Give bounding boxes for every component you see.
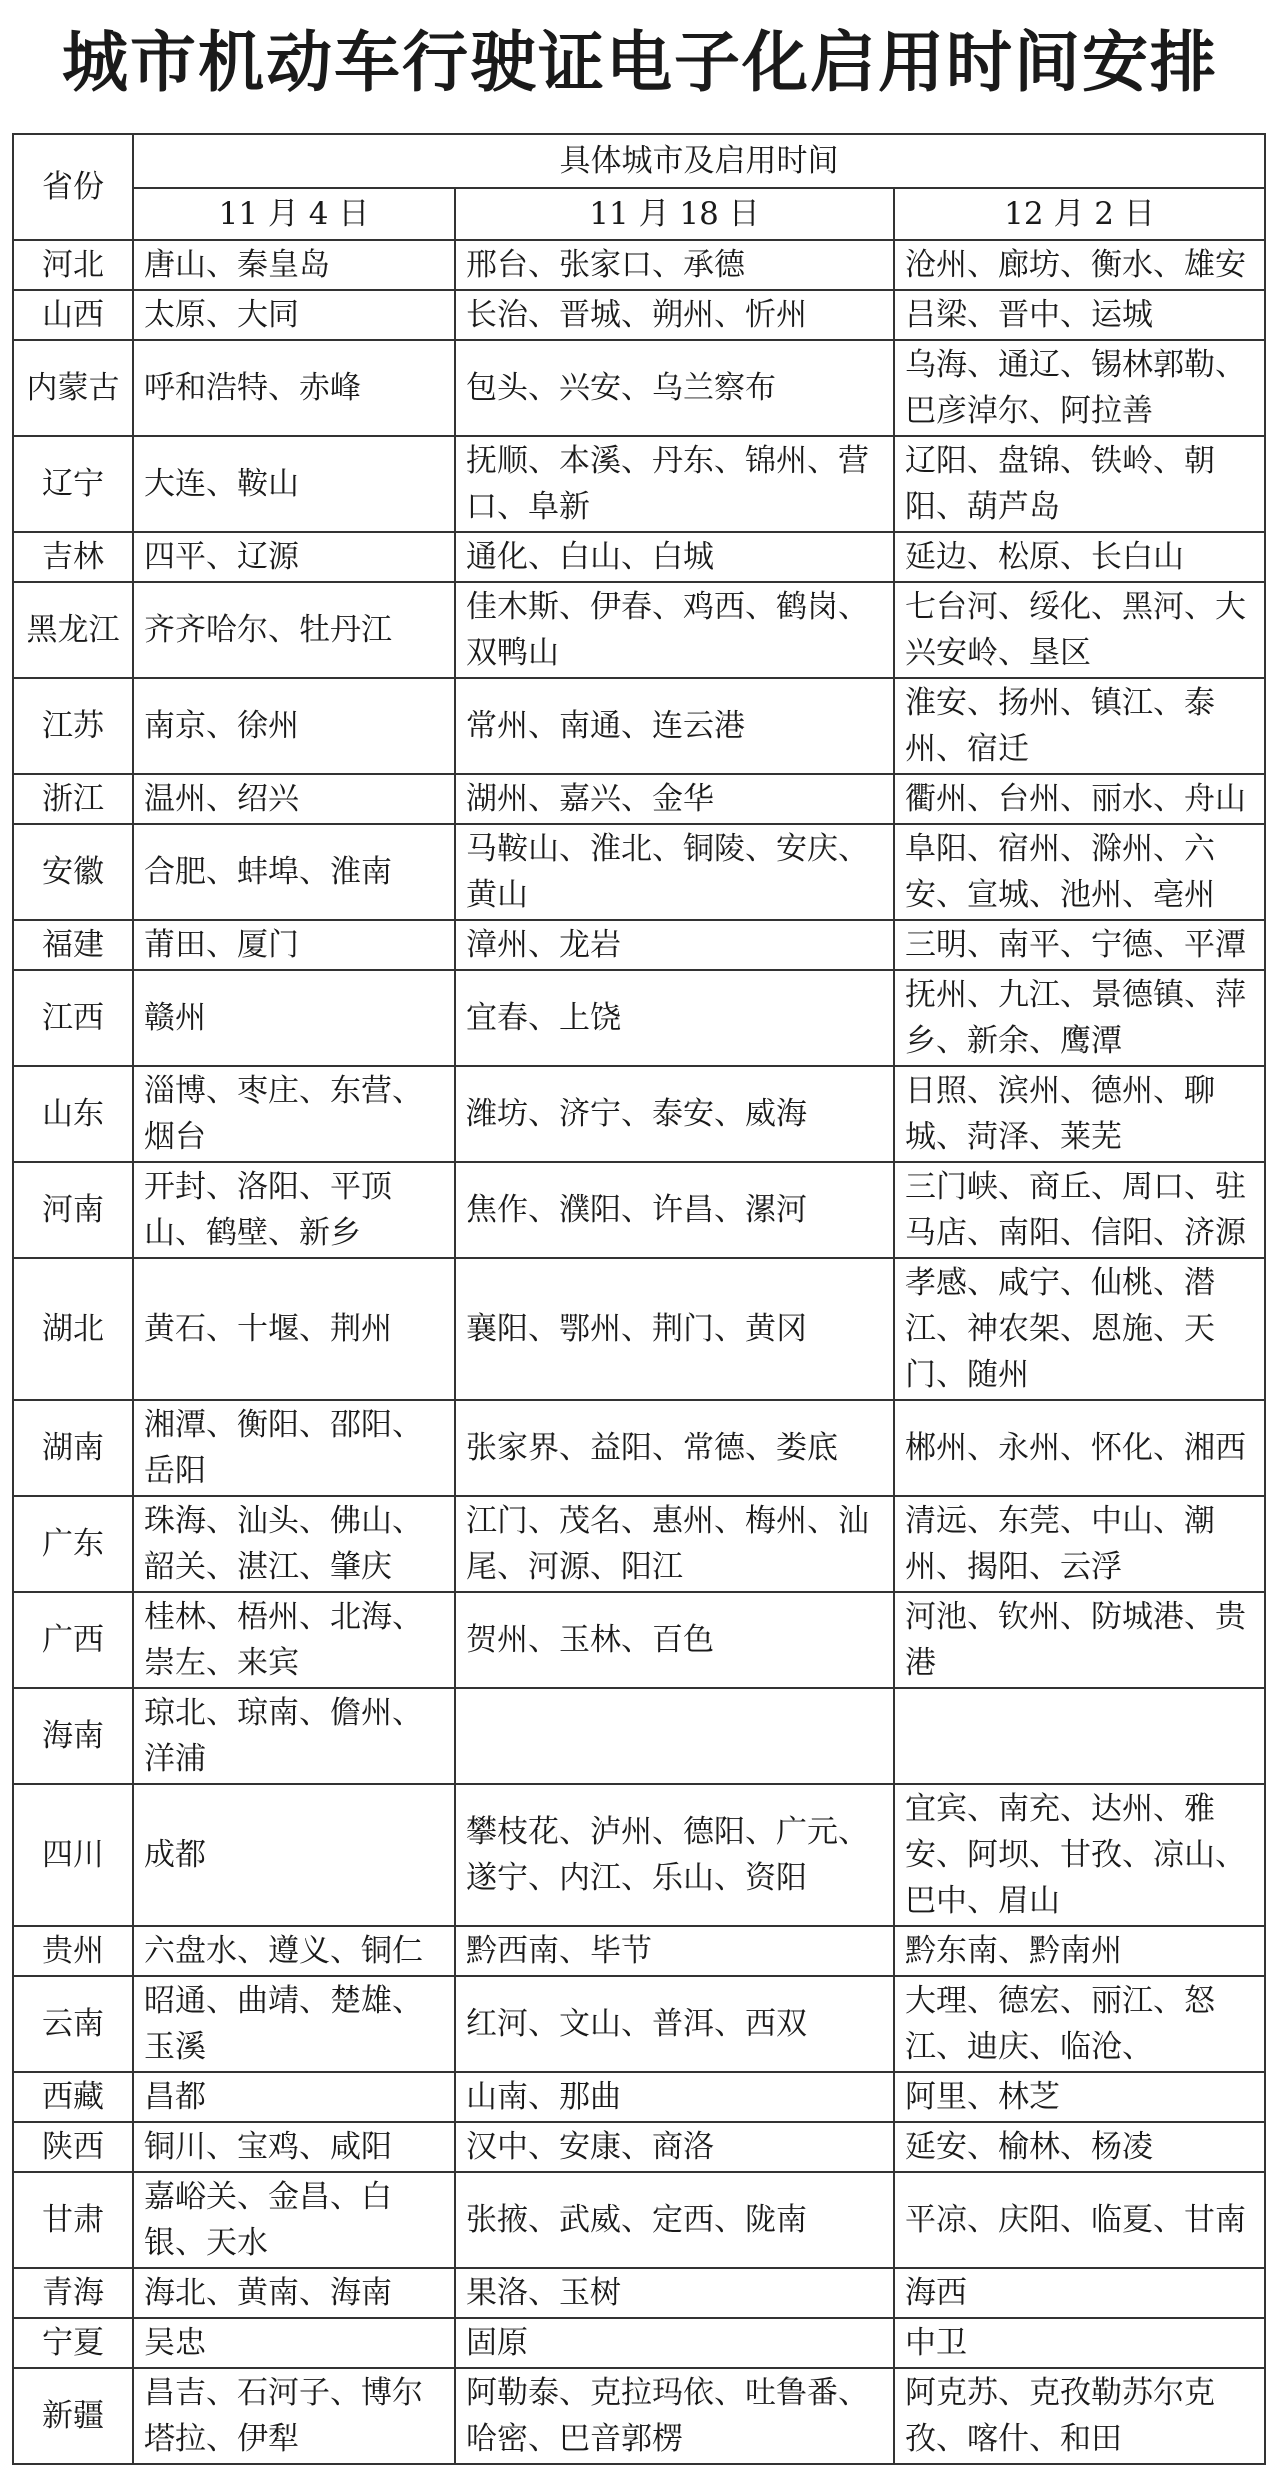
- province-cell: 湖南: [13, 1400, 133, 1496]
- nov4-cities-cell: 六盘水、遵义、铜仁: [133, 1926, 455, 1976]
- table-row: [13, 240, 1265, 290]
- dec2-cities-cell: 郴州、永州、怀化、湘西: [894, 1400, 1265, 1496]
- nov18-cities-cell: 红河、文山、普洱、西双: [455, 1976, 894, 2072]
- date-header-1: 11 月 4 日: [133, 188, 455, 240]
- dec2-cities-cell: 淮安、扬州、镇江、泰州、宿迁: [894, 678, 1265, 774]
- nov18-cities-cell: 攀枝花、泸州、德阳、广元、遂宁、内江、乐山、资阳: [455, 1784, 894, 1926]
- page-title: 城市机动车行驶证电子化启用时间安排: [62, 24, 1218, 101]
- table-row: [13, 1496, 1265, 1592]
- table-row: [13, 1066, 1265, 1162]
- province-cell: 山西: [13, 290, 133, 340]
- dec2-cities-cell: 清远、东莞、中山、潮州、揭阳、云浮: [894, 1496, 1265, 1592]
- nov18-cities-cell: 贺州、玉林、百色: [455, 1592, 894, 1688]
- province-cell: 陕西: [13, 2122, 133, 2172]
- table-row: [13, 2122, 1265, 2172]
- nov4-cities-cell: 合肥、蚌埠、淮南: [133, 824, 455, 920]
- dec2-cities-cell: 辽阳、盘锦、铁岭、朝阳、葫芦岛: [894, 436, 1265, 532]
- dec2-cities-cell: 乌海、通辽、锡林郭勒、巴彦淖尔、阿拉善: [894, 340, 1265, 436]
- nov18-cities-cell: 潍坊、济宁、泰安、威海: [455, 1066, 894, 1162]
- nov4-cities-cell: 嘉峪关、金昌、白银、天水: [133, 2172, 455, 2268]
- table-row: [13, 774, 1265, 824]
- nov4-cities-cell: 珠海、汕头、佛山、韶关、湛江、肇庆: [133, 1496, 455, 1592]
- province-cell: 浙江: [13, 774, 133, 824]
- table-row: [13, 1688, 1265, 1784]
- province-cell: 青海: [13, 2268, 133, 2318]
- nov4-cities-cell: 呼和浩特、赤峰: [133, 340, 455, 436]
- nov4-cities-cell: 齐齐哈尔、牡丹江: [133, 582, 455, 678]
- province-cell: 海南: [13, 1688, 133, 1784]
- province-cell: 河南: [13, 1162, 133, 1258]
- dec2-cities-cell: 中卫: [894, 2318, 1265, 2368]
- dec2-cities-cell: 阿里、林芝: [894, 2072, 1265, 2122]
- nov18-cities-cell: 汉中、安康、商洛: [455, 2122, 894, 2172]
- province-cell: 福建: [13, 920, 133, 970]
- table-row: [13, 824, 1265, 920]
- nov4-cities-cell: 吴忠: [133, 2318, 455, 2368]
- nov4-cities-cell: 黄石、十堰、荆州: [133, 1258, 455, 1400]
- schedule-table: [12, 133, 1266, 2465]
- dec2-cities-cell: 大理、德宏、丽江、怒江、迪庆、临沧、: [894, 1976, 1265, 2072]
- date-header-2: 11 月 18 日: [455, 188, 894, 240]
- province-cell: 江西: [13, 970, 133, 1066]
- dec2-cities-cell: [894, 1688, 1265, 1784]
- nov4-cities-cell: 昭通、曲靖、楚雄、玉溪: [133, 1976, 455, 2072]
- nov18-cities-cell: 湖州、嘉兴、金华: [455, 774, 894, 824]
- nov4-cities-cell: 琼北、琼南、儋州、洋浦: [133, 1688, 455, 1784]
- province-cell: 安徽: [13, 824, 133, 920]
- province-header: 省份: [13, 134, 133, 240]
- province-cell: 甘肃: [13, 2172, 133, 2268]
- province-cell: 宁夏: [13, 2318, 133, 2368]
- dec2-cities-cell: 宜宾、南充、达州、雅安、阿坝、甘孜、凉山、巴中、眉山: [894, 1784, 1265, 1926]
- nov4-cities-cell: 大连、鞍山: [133, 436, 455, 532]
- table-row: [13, 2268, 1265, 2318]
- nov18-cities-cell: 襄阳、鄂州、荆门、黄冈: [455, 1258, 894, 1400]
- dec2-cities-cell: 阜阳、宿州、滁州、六安、宣城、池州、亳州: [894, 824, 1265, 920]
- nov4-cities-cell: 湘潭、衡阳、邵阳、岳阳: [133, 1400, 455, 1496]
- nov18-cities-cell: 果洛、玉树: [455, 2268, 894, 2318]
- table-row: [13, 2172, 1265, 2268]
- nov18-cities-cell: 张掖、武威、定西、陇南: [455, 2172, 894, 2268]
- province-cell: 云南: [13, 1976, 133, 2072]
- dec2-cities-cell: 海西: [894, 2268, 1265, 2318]
- province-cell: 新疆: [13, 2368, 133, 2464]
- province-cell: 广西: [13, 1592, 133, 1688]
- nov18-cities-cell: 固原: [455, 2318, 894, 2368]
- nov4-cities-cell: 开封、洛阳、平顶山、鹤壁、新乡: [133, 1162, 455, 1258]
- province-cell: 山东: [13, 1066, 133, 1162]
- nov18-cities-cell: 常州、南通、连云港: [455, 678, 894, 774]
- nov18-cities-cell: 宜春、上饶: [455, 970, 894, 1066]
- nov4-cities-cell: 桂林、梧州、北海、崇左、来宾: [133, 1592, 455, 1688]
- table-row: [13, 1784, 1265, 1926]
- nov18-cities-cell: 佳木斯、伊春、鸡西、鹤岗、双鸭山: [455, 582, 894, 678]
- nov4-cities-cell: 赣州: [133, 970, 455, 1066]
- nov4-cities-cell: 太原、大同: [133, 290, 455, 340]
- nov18-cities-cell: 江门、茂名、惠州、梅州、汕尾、河源、阳江: [455, 1496, 894, 1592]
- date-header-3: 12 月 2 日: [894, 188, 1265, 240]
- dec2-cities-cell: 黔东南、黔南州: [894, 1926, 1265, 1976]
- nov18-cities-cell: 包头、兴安、乌兰察布: [455, 340, 894, 436]
- nov4-cities-cell: 温州、绍兴: [133, 774, 455, 824]
- dec2-cities-cell: 三门峡、商丘、周口、驻马店、南阳、信阳、济源: [894, 1162, 1265, 1258]
- table-row: [13, 2072, 1265, 2122]
- nov4-cities-cell: 唐山、秦皇岛: [133, 240, 455, 290]
- table-row: [13, 340, 1265, 436]
- dec2-cities-cell: 沧州、廊坊、衡水、雄安: [894, 240, 1265, 290]
- nov18-cities-cell: 阿勒泰、克拉玛依、吐鲁番、哈密、巴音郭楞: [455, 2368, 894, 2464]
- table-row: [13, 1400, 1265, 1496]
- dec2-cities-cell: 河池、钦州、防城港、贵港: [894, 1592, 1265, 1688]
- province-cell: 江苏: [13, 678, 133, 774]
- table-row: [13, 582, 1265, 678]
- dec2-cities-cell: 平凉、庆阳、临夏、甘南: [894, 2172, 1265, 2268]
- table-row: [13, 2368, 1265, 2464]
- province-cell: 贵州: [13, 1926, 133, 1976]
- province-cell: 河北: [13, 240, 133, 290]
- dec2-cities-cell: 阿克苏、克孜勒苏尔克孜、喀什、和田: [894, 2368, 1265, 2464]
- nov4-cities-cell: 南京、徐州: [133, 678, 455, 774]
- nov18-cities-cell: [455, 1688, 894, 1784]
- table-row: [13, 920, 1265, 970]
- dec2-cities-cell: 三明、南平、宁德、平潭: [894, 920, 1265, 970]
- nov4-cities-cell: 四平、辽源: [133, 532, 455, 582]
- dec2-cities-cell: 日照、滨州、德州、聊城、菏泽、莱芜: [894, 1066, 1265, 1162]
- province-cell: 广东: [13, 1496, 133, 1592]
- table-row: [13, 1258, 1265, 1400]
- dec2-cities-cell: 延边、松原、长白山: [894, 532, 1265, 582]
- nov4-cities-cell: 海北、黄南、海南: [133, 2268, 455, 2318]
- dec2-cities-cell: 七台河、绥化、黑河、大兴安岭、垦区: [894, 582, 1265, 678]
- group-header: 具体城市及启用时间: [133, 134, 1265, 188]
- dec2-cities-cell: 吕梁、晋中、运城: [894, 290, 1265, 340]
- table-row: [13, 532, 1265, 582]
- nov4-cities-cell: 昌都: [133, 2072, 455, 2122]
- nov4-cities-cell: 淄博、枣庄、东营、烟台: [133, 1066, 455, 1162]
- nov18-cities-cell: 张家界、益阳、常德、娄底: [455, 1400, 894, 1496]
- nov4-cities-cell: 昌吉、石河子、博尔塔拉、伊犁: [133, 2368, 455, 2464]
- table-row: [13, 1976, 1265, 2072]
- table-row: [13, 1592, 1265, 1688]
- nov18-cities-cell: 邢台、张家口、承德: [455, 240, 894, 290]
- nov18-cities-cell: 抚顺、本溪、丹东、锦州、营口、阜新: [455, 436, 894, 532]
- nov18-cities-cell: 山南、那曲: [455, 2072, 894, 2122]
- table-row: [13, 290, 1265, 340]
- dec2-cities-cell: 衢州、台州、丽水、舟山: [894, 774, 1265, 824]
- province-cell: 内蒙古: [13, 340, 133, 436]
- nov4-cities-cell: 成都: [133, 1784, 455, 1926]
- province-cell: 黑龙江: [13, 582, 133, 678]
- table-row: [13, 2318, 1265, 2368]
- nov4-cities-cell: 铜川、宝鸡、咸阳: [133, 2122, 455, 2172]
- table-row: [13, 1162, 1265, 1258]
- table-row: [13, 1926, 1265, 1976]
- nov18-cities-cell: 焦作、濮阳、许昌、漯河: [455, 1162, 894, 1258]
- table-row: [13, 970, 1265, 1066]
- table-row: [13, 678, 1265, 774]
- nov4-cities-cell: 莆田、厦门: [133, 920, 455, 970]
- province-cell: 辽宁: [13, 436, 133, 532]
- dec2-cities-cell: 抚州、九江、景德镇、萍乡、新余、鹰潭: [894, 970, 1265, 1066]
- dec2-cities-cell: 孝感、咸宁、仙桃、潜江、神农架、恩施、天门、随州: [894, 1258, 1265, 1400]
- province-cell: 西藏: [13, 2072, 133, 2122]
- nov18-cities-cell: 通化、白山、白城: [455, 532, 894, 582]
- nov18-cities-cell: 马鞍山、淮北、铜陵、安庆、黄山: [455, 824, 894, 920]
- province-cell: 四川: [13, 1784, 133, 1926]
- table-row: [13, 436, 1265, 532]
- nov18-cities-cell: 黔西南、毕节: [455, 1926, 894, 1976]
- nov18-cities-cell: 长治、晋城、朔州、忻州: [455, 290, 894, 340]
- dec2-cities-cell: 延安、榆林、杨凌: [894, 2122, 1265, 2172]
- nov18-cities-cell: 漳州、龙岩: [455, 920, 894, 970]
- province-cell: 吉林: [13, 532, 133, 582]
- province-cell: 湖北: [13, 1258, 133, 1400]
